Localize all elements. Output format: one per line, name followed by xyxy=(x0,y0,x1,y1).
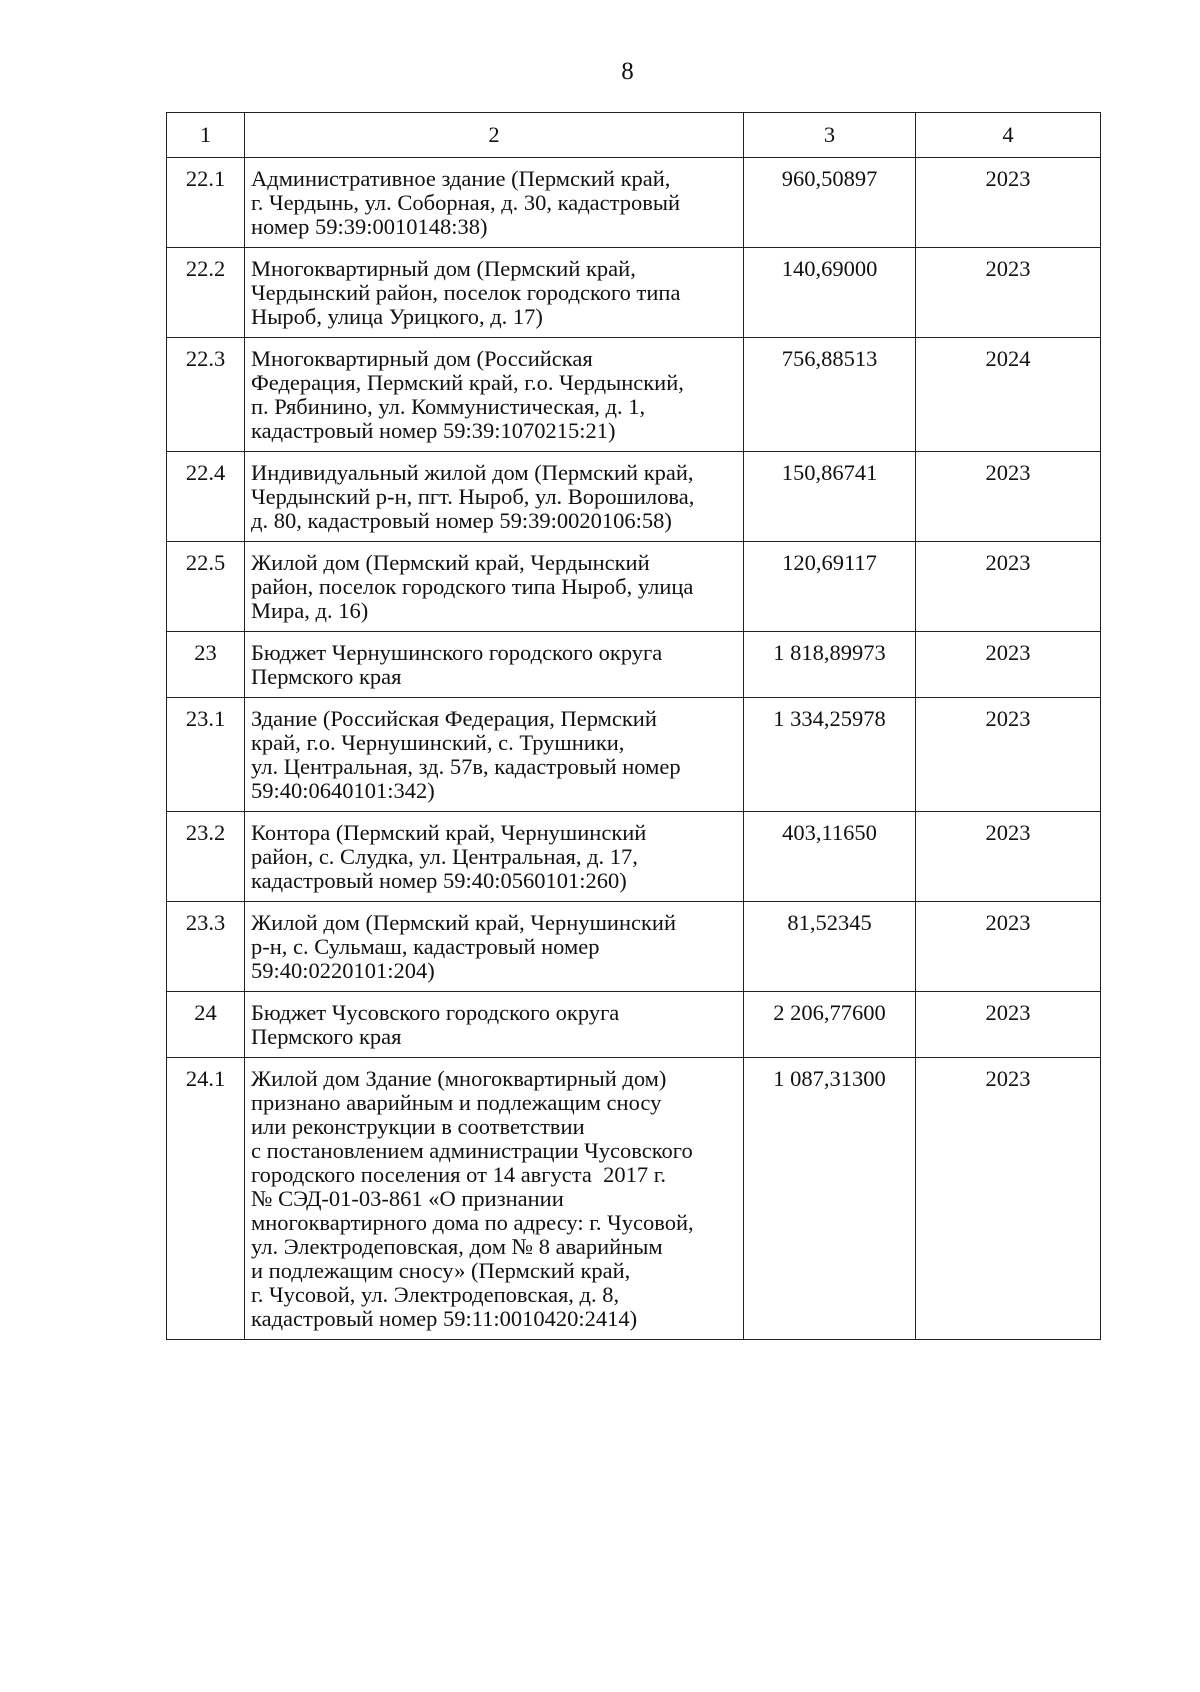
amount-cell: 1 818,89973 xyxy=(744,632,916,698)
description-cell xyxy=(245,698,744,812)
amount-cell: 2 206,77600 xyxy=(744,992,916,1058)
year-cell: 2023 xyxy=(916,812,1101,902)
row-number-cell: 24 xyxy=(167,992,245,1058)
description-cell xyxy=(245,632,744,698)
description-line: Здание (Российская Федерация, Пермский xyxy=(251,706,657,731)
table-header-row xyxy=(167,113,1101,158)
description-line: № СЭД-01-03-861 «О признании xyxy=(251,1186,564,1211)
description-cell xyxy=(245,338,744,452)
table-row xyxy=(167,452,1101,542)
row-number-cell: 24.1 xyxy=(167,1058,245,1340)
description-line: Пермского края xyxy=(251,664,402,689)
description-line: Жилой дом (Пермский край, Чердынский xyxy=(251,550,650,575)
description-line: Мира, д. 16) xyxy=(251,598,369,623)
description-line: край, г.о. Чернушинский, с. Трушники, xyxy=(251,730,625,755)
row-number-cell: 23.2 xyxy=(167,812,245,902)
amount-cell: 756,88513 xyxy=(744,338,916,452)
row-number-cell: 22.1 xyxy=(167,158,245,248)
description-cell xyxy=(245,1058,744,1340)
table-row xyxy=(167,632,1101,698)
row-number-cell: 23.3 xyxy=(167,902,245,992)
description-line: Индивидуальный жилой дом (Пермский край, xyxy=(251,460,694,485)
description-line: ул. Центральная, зд. 57в, кадастровый номер xyxy=(251,754,681,779)
description-line: кадастровый номер 59:40:0560101:260) xyxy=(251,868,627,893)
year-cell: 2023 xyxy=(916,1058,1101,1340)
table-row xyxy=(167,698,1101,812)
amount-cell: 150,86741 xyxy=(744,452,916,542)
year-cell: 2023 xyxy=(916,992,1101,1058)
year-cell: 2023 xyxy=(916,158,1101,248)
column-header-1: 1 xyxy=(167,113,245,158)
amount-cell: 140,69000 xyxy=(744,248,916,338)
column-header-3: 3 xyxy=(744,113,916,158)
table-body xyxy=(167,158,1101,1340)
row-number-cell: 22.5 xyxy=(167,542,245,632)
description-line: кадастровый номер 59:11:0010420:2414) xyxy=(251,1306,638,1331)
description-cell xyxy=(245,158,744,248)
description-line: многоквартирного дома по адресу: г. Чусовой, xyxy=(251,1210,694,1235)
description-line: и подлежащим сносу» (Пермский край, xyxy=(251,1258,631,1283)
year-cell: 2023 xyxy=(916,698,1101,812)
row-number-cell: 22.2 xyxy=(167,248,245,338)
description-line: Пермского края xyxy=(251,1024,402,1049)
table-row xyxy=(167,338,1101,452)
year-cell: 2023 xyxy=(916,248,1101,338)
row-number-cell: 23.1 xyxy=(167,698,245,812)
row-number-cell: 22.4 xyxy=(167,452,245,542)
description-line: ул. Электродеповская, дом № 8 аварийным xyxy=(251,1234,663,1259)
table-row xyxy=(167,248,1101,338)
data-table xyxy=(166,112,1101,1340)
year-cell: 2024 xyxy=(916,338,1101,452)
description-line: Ныроб, улица Урицкого, д. 17) xyxy=(251,304,543,329)
description-line: п. Рябинино, ул. Коммунистическая, д. 1, xyxy=(251,394,646,419)
row-number-cell: 23 xyxy=(167,632,245,698)
description-line: с постановлением администрации Чусовского xyxy=(251,1138,693,1163)
amount-cell: 403,11650 xyxy=(744,812,916,902)
description-line: Многоквартирный дом (Пермский край, xyxy=(251,256,636,281)
description-line: Жилой дом Здание (многоквартирный дом) xyxy=(251,1066,667,1091)
description-cell xyxy=(245,902,744,992)
description-cell xyxy=(245,992,744,1058)
description-cell xyxy=(245,542,744,632)
description-line: или реконструкции в соответствии xyxy=(251,1114,585,1139)
table-row xyxy=(167,158,1101,248)
description-line: Административное здание (Пермский край, xyxy=(251,166,671,191)
row-number-cell: 22.3 xyxy=(167,338,245,452)
description-line: г. Чердынь, ул. Соборная, д. 30, кадастровый xyxy=(251,190,681,215)
description-line: д. 80, кадастровый номер 59:39:0020106:58) xyxy=(251,508,672,533)
page-number: 8 xyxy=(621,58,634,85)
description-line: номер 59:39:0010148:38) xyxy=(251,214,488,239)
description-line: район, с. Слудка, ул. Центральная, д. 17, xyxy=(251,844,638,869)
amount-cell: 120,69117 xyxy=(744,542,916,632)
description-line: кадастровый номер 59:39:1070215:21) xyxy=(251,418,616,443)
description-line: г. Чусовой, ул. Электродеповская, д. 8, xyxy=(251,1282,620,1307)
column-header-2: 2 xyxy=(245,113,744,158)
year-cell: 2023 xyxy=(916,452,1101,542)
amount-cell: 1 334,25978 xyxy=(744,698,916,812)
table-row xyxy=(167,542,1101,632)
description-line: 59:40:0220101:204) xyxy=(251,958,435,983)
table-row xyxy=(167,812,1101,902)
description-line: Чердынский район, поселок городского типа xyxy=(251,280,681,305)
description-line: Бюджет Чусовского городского округа xyxy=(251,1000,620,1025)
description-line: Многоквартирный дом (Российская xyxy=(251,346,593,371)
description-line: признано аварийным и подлежащим сносу xyxy=(251,1090,662,1115)
description-line: р-н, с. Сульмаш, кадастровый номер xyxy=(251,934,600,959)
column-header-4: 4 xyxy=(916,113,1101,158)
table-row xyxy=(167,992,1101,1058)
description-line: Чердынский р-н, пгт. Ныроб, ул. Ворошилова, xyxy=(251,484,695,509)
description-line: городского поселения от 14 августа 2017 г. xyxy=(251,1162,667,1187)
description-line: 59:40:0640101:342) xyxy=(251,778,435,803)
amount-cell: 81,52345 xyxy=(744,902,916,992)
description-line: Федерация, Пермский край, г.о. Чердынский, xyxy=(251,370,684,395)
description-line: Жилой дом (Пермский край, Чернушинский xyxy=(251,910,676,935)
amount-cell: 960,50897 xyxy=(744,158,916,248)
description-line: Бюджет Чернушинского городского округа xyxy=(251,640,663,665)
table-row xyxy=(167,902,1101,992)
description-line: Контора (Пермский край, Чернушинский xyxy=(251,820,647,845)
year-cell: 2023 xyxy=(916,632,1101,698)
year-cell: 2023 xyxy=(916,542,1101,632)
amount-cell: 1 087,31300 xyxy=(744,1058,916,1340)
table-row xyxy=(167,1058,1101,1340)
year-cell: 2023 xyxy=(916,902,1101,992)
description-cell xyxy=(245,812,744,902)
description-line: район, поселок городского типа Ныроб, улица xyxy=(251,574,694,599)
description-cell xyxy=(245,248,744,338)
description-cell xyxy=(245,452,744,542)
